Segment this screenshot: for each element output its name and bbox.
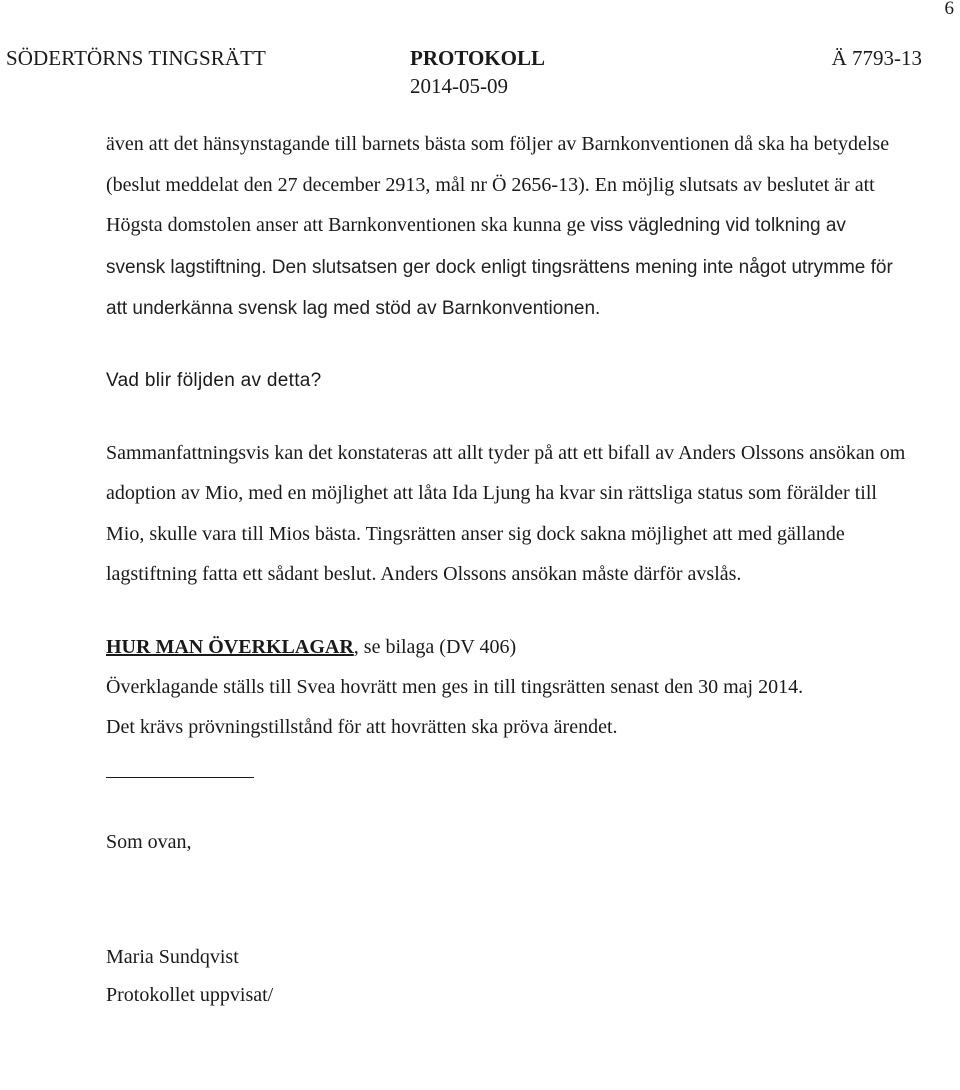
- appeal-heading-title: HUR MAN ÖVERKLAGAR: [106, 635, 354, 658]
- case-number: Ä 7793-13: [831, 46, 922, 70]
- appeal-section-heading: [106, 627, 906, 667]
- appeal-deadline: Överklagande ställs till Svea hovrätt men ges in till tingsrätten senast den 30 maj 2014.: [106, 675, 804, 698]
- paragraph-reasoning: [106, 124, 906, 330]
- paragraph-summary: Sammanfattningsvis kan det konstateras att allt tyder på att ett bifall av Anders Olssons ansökan om adoption av Mio, med en möjlighet att låta Ida Ljung ha kvar sin rättsliga status som förälder till Mio, skulle vara till Mios bästa. Tingsrätten anser sig dock sakna möjlighet att med gällande lagstiftning fatta ett sådant beslut. Anders Olssons ansökan måste därför avslås.: [106, 441, 906, 585]
- court-name: SÖDERTÖRNS TINGSRÄTT: [6, 46, 266, 70]
- paragraph-reasoning-serif: även att det hänsynstagande till barnets bästa som följer av Barnkonventionen då ska ha betydelse (beslut meddelat den 27 december 2913, mål nr Ö 2656-13). En möjlig slutsats av beslutet är att Högsta domstolen anser att Barnkonventionen ska kunna ge: [106, 133, 890, 236]
- paragraph-reasoning-sans: viss vägledning vid tolkning av svensk lagstiftning. Den slutsatsen ger dock enligt tingsrättens mening inte något utrymme för att underkänna svensk lag med stöd av Barnkonventionen.: [106, 215, 893, 319]
- question-heading: Vad blir följden av detta?: [106, 369, 322, 391]
- document-date: 2014-05-09: [410, 74, 508, 98]
- appeal-permission: Det krävs prövningstillstånd för att hovrätten ska pröva ärendet.: [106, 716, 618, 738]
- protocol-shown: Protokollet uppvisat/: [106, 983, 274, 1006]
- sign-off: Som ovan,: [106, 830, 192, 853]
- appeal-heading-suffix: , se bilaga (DV 406): [353, 635, 517, 658]
- signer-name: Maria Sundqvist: [106, 945, 239, 968]
- divider-line: [106, 777, 254, 778]
- document-type: PROTOKOLL: [410, 46, 545, 70]
- page-number: 6: [944, 0, 954, 19]
- document-body: [106, 124, 906, 1014]
